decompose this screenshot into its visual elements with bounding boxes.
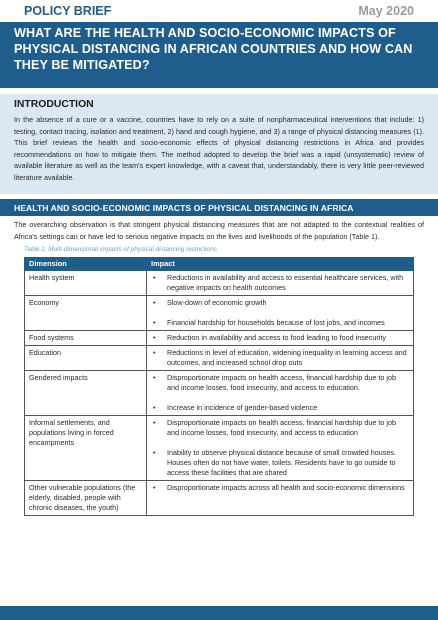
impact-item: • Inability to observe physical distance because of small crowded houses. Houses often do not have water, toilets. Residents have to go outside to access these facilities that are shared <box>151 448 409 478</box>
dimension-cell: Education <box>25 346 147 371</box>
impact-cell <box>147 296 414 331</box>
table-row <box>25 296 414 331</box>
table-row <box>25 371 414 416</box>
impact-cell <box>147 416 414 481</box>
impact-item: • Disproportionate impacts on health access, financial hardship due to job and income losses, food insecurity, and access to education <box>151 418 409 438</box>
table-row <box>25 331 414 346</box>
introduction-heading: INTRODUCTION <box>14 99 94 110</box>
column-header-impact: Impact <box>147 258 414 271</box>
impact-item: • Disproportionate impacts across all health and socio-economic dimensions <box>151 483 409 493</box>
table-header-row <box>25 258 414 271</box>
introduction-box <box>0 94 438 194</box>
impact-item: • Increase in incidence of gender-based violence <box>151 403 409 413</box>
section-banner <box>0 199 438 216</box>
impact-cell <box>147 271 414 296</box>
impact-item: • Reductions in level of education, widening inequality in learning access and outcomes, and increased school drop outs <box>151 348 409 368</box>
impact-cell <box>147 346 414 371</box>
dimension-cell: Informal settlements, and populations living in forced encampments <box>25 416 147 481</box>
impact-item: • Disproportionate impacts on health access, financial hardship due to job and income losses, food insecurity, and access to education. <box>151 373 409 393</box>
dimension-cell: Food systems <box>25 331 147 346</box>
dimension-cell: Health system <box>25 271 147 296</box>
dimension-cell: Gendered impacts <box>25 371 147 416</box>
impacts-table <box>24 257 414 516</box>
impact-item: • Reduction in availability and access to food leading to food insecurity <box>151 333 409 343</box>
column-header-dimension: Dimension <box>25 258 147 271</box>
section-text: The overarching observation is that stringent physical distancing measures that are not adapted to the contextual realities of Africa's settings can or have led to serious negative impacts on the lives and livelihoods of the population (Table 1). <box>14 220 424 241</box>
header-top <box>0 0 438 22</box>
impact-cell <box>147 371 414 416</box>
table-row <box>25 416 414 481</box>
section-heading: HEALTH AND SOCIO-ECONOMIC IMPACTS OF PHYSICAL DISTANCING IN AFRICA <box>14 203 354 213</box>
footer-bar <box>0 606 438 620</box>
table-row <box>25 346 414 371</box>
dimension-cell: Economy <box>25 296 147 331</box>
impact-item: • Financial hardship for households because of lost jobs, and incomes <box>151 318 409 328</box>
impact-item: • Reductions in availability and access to essential healthcare services, with negative impacts on health outcomes <box>151 273 409 293</box>
publication-date: May 2020 <box>358 4 414 18</box>
impact-cell <box>147 331 414 346</box>
table-row <box>25 271 414 296</box>
impact-item: • Slow-down of economic growth <box>151 298 409 308</box>
policy-brief-label: POLICY BRIEF <box>24 4 112 18</box>
table-row <box>25 481 414 516</box>
dimension-cell: Other vulnerable populations (the elderly, disabled, people with chronic diseases, the youth) <box>25 481 147 516</box>
table-caption: Table 1: Multi-dimensional impacts of physical distancing restrictions <box>24 246 217 253</box>
introduction-text: In the absence of a cure or a vaccine, countries have to rely on a suite of nonpharmaceutical interventions that include: 1) testing, contact tracing, isolation and treatment, 2) hand and cough hygiene, and 3) a range of physical distancing measures (1). This brief reviews the health and socio-economic effects of physical distancing restrictions in Africa and provides recommendations on how to mitigate them. The method adopted to develop the brief was a rapid (unsystematic) review of available literature as well as the team's expert knowledge, with a caveat that, understandably, there is very little peer-reviewed literature available. <box>14 115 424 182</box>
page-title: WHAT ARE THE HEALTH AND SOCIO-ECONOMIC IMPACTS OF PHYSICAL DISTANCING IN AFRICAN COUNTRIES AND HOW CAN THEY BE MITIGATED? <box>14 26 413 72</box>
title-banner <box>0 22 438 88</box>
impact-cell <box>147 481 414 516</box>
